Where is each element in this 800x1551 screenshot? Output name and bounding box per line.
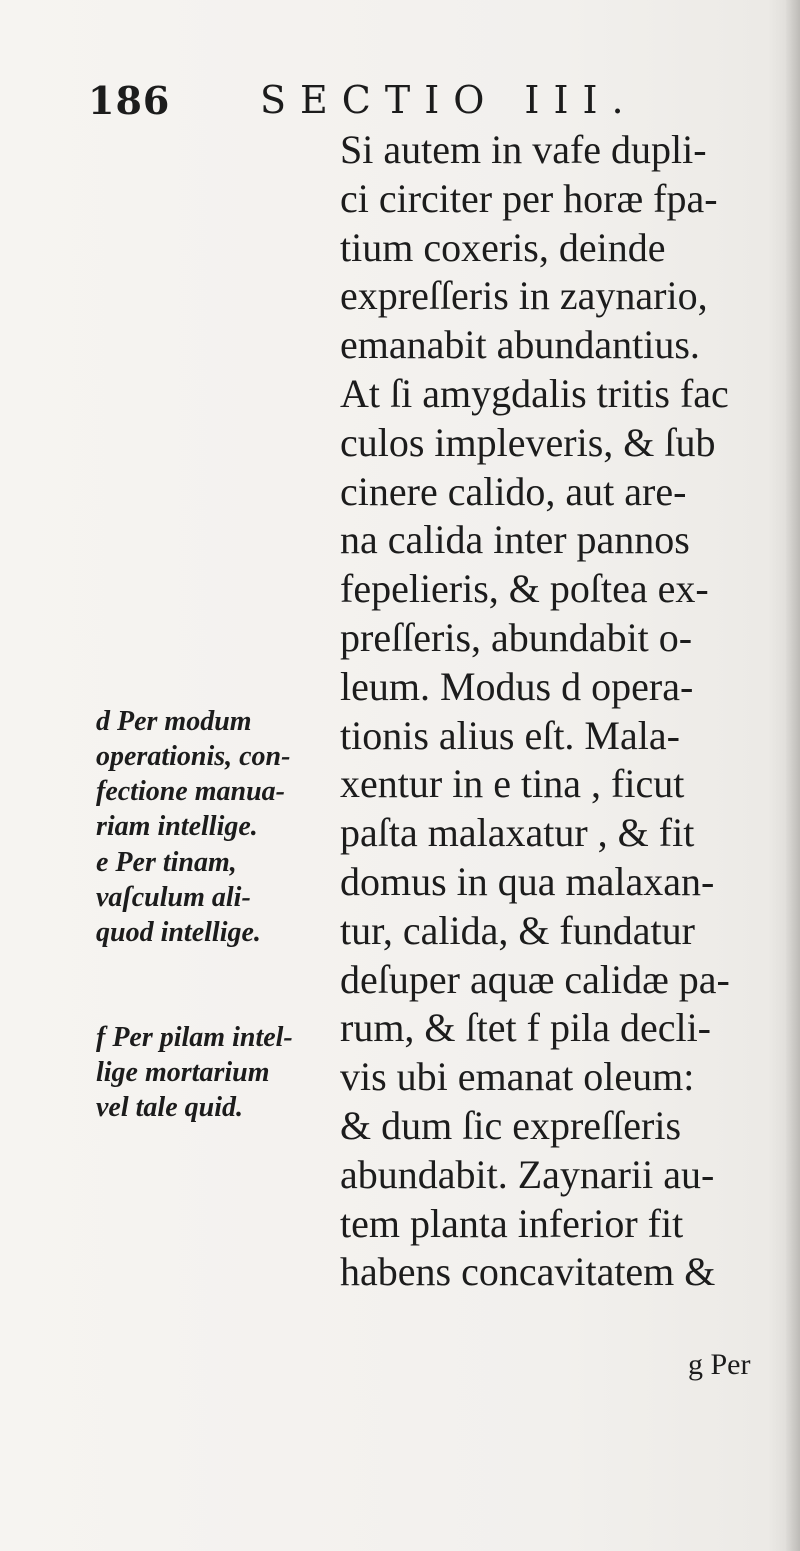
text-line: tium coxeris, deinde — [340, 224, 666, 270]
text-line: tionis alius eſt. Mala- — [340, 712, 680, 758]
margin-note-line: vel tale quid. — [96, 1092, 243, 1123]
page-header — [80, 78, 720, 128]
margin-note-d — [96, 704, 336, 844]
text-line: & dum ſic expreſſeris — [340, 1102, 682, 1148]
margin-note-line: f Per pilam intel- — [96, 1022, 293, 1053]
text-line: domus in qua malaxan- — [340, 858, 715, 904]
text-line: na calida inter pannos — [340, 517, 690, 563]
text-line: emanabit abundantius. — [340, 322, 700, 368]
text-line: cinere calido, aut are- — [340, 468, 687, 514]
page-number: 186 — [88, 78, 171, 123]
text-line: xentur in e tina , ficut — [340, 761, 685, 807]
running-title: SECTIO III. — [260, 78, 638, 122]
margin-note-line: lige mortarium — [96, 1057, 270, 1088]
text-line: expreſſeris in zaynario, — [340, 273, 708, 319]
text-line: Si autem in vafe dupli- — [340, 127, 707, 172]
catchword: g Per — [688, 1348, 751, 1381]
margin-note-line: operationis, con- — [96, 741, 291, 772]
margin-note-line: vaſculum ali- — [96, 882, 251, 913]
text-line: tem planta inferior fit — [340, 1200, 684, 1246]
margin-note-line: e Per tinam, — [96, 847, 237, 878]
text-line: At ſi amygdalis tritis fac — [340, 370, 729, 416]
text-line: leum. Modus d opera- — [340, 663, 694, 709]
margin-note-line: riam intellige. — [96, 811, 258, 842]
text-line: paſta malaxatur , & fit — [340, 810, 695, 856]
margin-note-line: d Per modum — [96, 706, 252, 737]
page-edge — [786, 0, 800, 1551]
text-line: vis ubi emanat oleum: — [340, 1054, 695, 1100]
text-line: abundabit. Zaynarii au- — [340, 1151, 715, 1197]
margin-note-e — [96, 845, 336, 950]
margin-note-line: quod intellige. — [96, 917, 261, 948]
text-line: fepelieris, & poſtea ex- — [340, 566, 709, 612]
margin-note-line: fectione manua- — [96, 776, 285, 807]
text-line: habens concavitatem & — [340, 1249, 716, 1295]
text-line: culos impleveris, & ſub — [340, 419, 716, 465]
text-line: rum, & ſtet f pila decli- — [340, 1005, 711, 1051]
text-line: tur, calida, & fundatur — [340, 907, 695, 953]
text-line: ci circiter per horæ fpa- — [340, 175, 718, 221]
text-line: preſſeris, abundabit o- — [340, 614, 693, 660]
text-line: deſuper aquæ calidæ pa- — [340, 956, 730, 1002]
margin-note-f — [96, 1020, 336, 1125]
main-text-column — [340, 126, 780, 1297]
